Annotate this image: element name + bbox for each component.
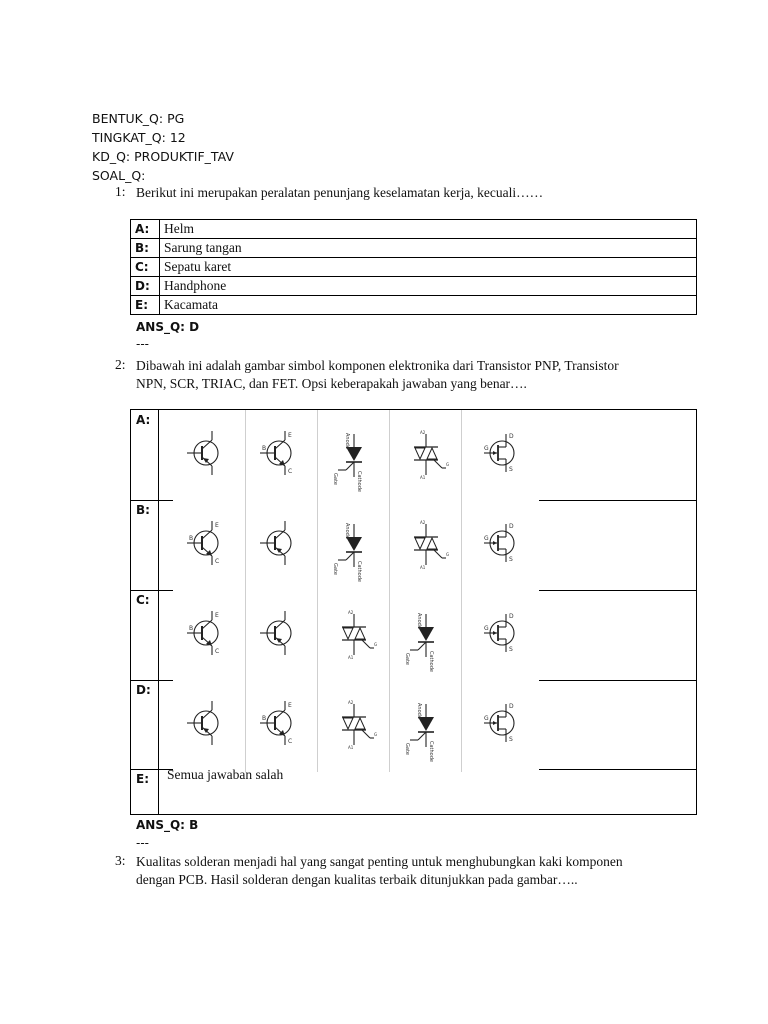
q2-text-line1: Dibawah ini adalah gambar simbol komponen elektronika dari Transistor PNP, Transistor — [136, 358, 619, 373]
npn-transistor-icon — [246, 680, 318, 772]
scr-symbol — [317, 410, 390, 502]
svg-text:A2: A2 — [420, 430, 426, 435]
kd-label: KD_Q: PRODUKTIF_TAV — [92, 149, 234, 164]
svg-text:G: G — [446, 462, 450, 467]
svg-text:A2: A2 — [420, 520, 426, 525]
scr-symbol — [389, 680, 462, 772]
svg-text:S: S — [509, 466, 513, 473]
q2-options-grid — [130, 409, 697, 815]
q2-answer: ANS_Q: B — [136, 818, 199, 832]
svg-text:G: G — [484, 715, 489, 722]
svg-text:A1: A1 — [348, 655, 354, 660]
q1-number: 1: — [115, 184, 126, 199]
scr-icon — [390, 590, 462, 682]
svg-text:D: D — [509, 703, 514, 710]
q3-number: 3: — [115, 853, 126, 868]
svg-text:Gate: Gate — [404, 743, 410, 755]
soal-label: SOAL_Q: — [92, 168, 146, 183]
svg-text:D: D — [509, 523, 514, 530]
q2-option-c-image — [173, 590, 539, 682]
svg-text:A1: A1 — [348, 745, 354, 750]
svg-text:C: C — [288, 468, 293, 475]
svg-text:G: G — [484, 445, 489, 452]
pnp-transistor-icon — [246, 590, 318, 682]
pnp-transistor-symbol — [245, 500, 318, 592]
fet-icon — [462, 590, 534, 682]
svg-text:Gate: Gate — [332, 563, 338, 575]
fet-symbol — [461, 410, 534, 502]
svg-text:G: G — [446, 552, 450, 557]
svg-text:E: E — [288, 702, 292, 709]
svg-text:A1: A1 — [420, 475, 426, 480]
pnp-transistor-symbol — [173, 680, 245, 772]
svg-text:Anode: Anode — [416, 703, 422, 719]
q1-separator: --- — [136, 337, 149, 351]
pnp-transistor-symbol — [173, 410, 245, 502]
svg-text:S: S — [509, 646, 513, 653]
triac-icon — [318, 680, 390, 772]
svg-text:E: E — [288, 432, 292, 439]
svg-text:S: S — [509, 556, 513, 563]
svg-text:Cathode: Cathode — [428, 741, 434, 762]
q1-options-table — [130, 219, 697, 315]
npn-transistor-symbol — [173, 590, 245, 682]
svg-text:E: E — [215, 612, 219, 619]
svg-text:Cathode: Cathode — [356, 561, 362, 582]
q2-option-e-value: Semua jawaban salah — [167, 767, 284, 782]
svg-text:B: B — [189, 535, 194, 542]
option-value: Sarung tangan — [160, 239, 697, 258]
svg-text:Cathode: Cathode — [356, 471, 362, 492]
fet-symbol — [461, 500, 534, 592]
fet-icon — [462, 500, 534, 592]
option-label: C: — [131, 258, 160, 277]
option-label: A: — [131, 220, 160, 239]
svg-text:Anode: Anode — [344, 433, 350, 449]
triac-symbol — [389, 410, 462, 502]
svg-text:G: G — [374, 732, 378, 737]
fet-icon — [462, 680, 534, 772]
svg-text:A2: A2 — [348, 700, 354, 705]
svg-text:Cathode: Cathode — [428, 651, 434, 672]
q2-option-a-label[interactable]: A: — [136, 413, 151, 427]
scr-icon — [390, 680, 462, 772]
q1-option-e[interactable] — [131, 296, 697, 315]
pnp-transistor-icon — [246, 500, 318, 592]
triac-symbol — [389, 500, 462, 592]
svg-text:B: B — [262, 445, 267, 452]
q2-text-line2: NPN, SCR, TRIAC, dan FET. Opsi keberapakah jawaban yang benar…. — [136, 376, 527, 391]
q1-text: Berikut ini merupakan peralatan penunjang keselamatan kerja, kecuali…… — [136, 185, 544, 200]
svg-text:S: S — [509, 736, 513, 743]
svg-text:Anode: Anode — [344, 523, 350, 539]
npn-transistor-icon — [246, 410, 318, 502]
svg-text:G: G — [484, 535, 489, 542]
q2-option-d-image — [173, 680, 539, 772]
q1-option-b[interactable] — [131, 239, 697, 258]
svg-text:Anode: Anode — [416, 613, 422, 629]
npn-transistor-symbol — [173, 500, 245, 592]
svg-text:C: C — [288, 738, 293, 745]
option-value: Kacamata — [160, 296, 697, 315]
scr-icon — [318, 410, 390, 502]
q2-number: 2: — [115, 357, 126, 372]
npn-transistor-icon — [173, 500, 245, 592]
scr-symbol — [389, 590, 462, 682]
npn-transistor-symbol — [245, 410, 318, 502]
option-label: E: — [131, 296, 160, 315]
q1-answer: ANS_Q: D — [136, 320, 200, 334]
triac-icon — [390, 410, 462, 502]
svg-text:Gate: Gate — [332, 473, 338, 485]
scr-icon — [318, 500, 390, 592]
q3-text-line1: Kualitas solderan menjadi hal yang sangat penting untuk menghubungkan kaki komponen — [136, 854, 623, 869]
option-value: Helm — [160, 220, 697, 239]
q2-option-a-image — [173, 410, 539, 502]
option-value: Sepatu karet — [160, 258, 697, 277]
npn-transistor-symbol — [245, 680, 318, 772]
q1-option-c[interactable] — [131, 258, 697, 277]
svg-text:D: D — [509, 433, 514, 440]
svg-text:A2: A2 — [348, 610, 354, 615]
svg-text:D: D — [509, 613, 514, 620]
pnp-transistor-icon — [173, 680, 245, 772]
npn-transistor-icon — [173, 590, 245, 682]
svg-text:B: B — [189, 625, 194, 632]
svg-text:C: C — [215, 648, 220, 655]
svg-text:A1: A1 — [420, 565, 426, 570]
option-label: D: — [131, 277, 160, 296]
q2-option-e-label[interactable]: E: — [136, 772, 149, 786]
tingkat-label: TINGKAT_Q: 12 — [92, 130, 186, 145]
svg-text:B: B — [262, 715, 267, 722]
q3-text-line2: dengan PCB. Hasil solderan dengan kualitas terbaik ditunjukkan pada gambar….. — [136, 872, 578, 887]
svg-text:Gate: Gate — [404, 653, 410, 665]
option-label: B: — [131, 239, 160, 258]
triac-icon — [318, 590, 390, 682]
q2-option-b-label[interactable]: B: — [136, 503, 150, 517]
pnp-transistor-icon — [173, 410, 245, 502]
scr-symbol — [317, 500, 390, 592]
q1-option-d[interactable] — [131, 277, 697, 296]
q2-separator: --- — [136, 836, 149, 850]
q2-option-c-label[interactable]: C: — [136, 593, 150, 607]
triac-symbol — [317, 590, 390, 682]
fet-symbol — [461, 590, 534, 682]
fet-icon — [462, 410, 534, 502]
svg-text:G: G — [374, 642, 378, 647]
triac-symbol — [317, 680, 390, 772]
svg-text:C: C — [215, 558, 220, 565]
option-value: Handphone — [160, 277, 697, 296]
bentuk-label: BENTUK_Q: PG — [92, 111, 185, 126]
pnp-transistor-symbol — [245, 590, 318, 682]
svg-text:E: E — [215, 522, 219, 529]
svg-text:G: G — [484, 625, 489, 632]
q2-option-d-label[interactable]: D: — [136, 683, 151, 697]
triac-icon — [390, 500, 462, 592]
fet-symbol — [461, 680, 534, 772]
q1-option-a[interactable] — [131, 220, 697, 239]
q2-option-b-image — [173, 500, 539, 592]
